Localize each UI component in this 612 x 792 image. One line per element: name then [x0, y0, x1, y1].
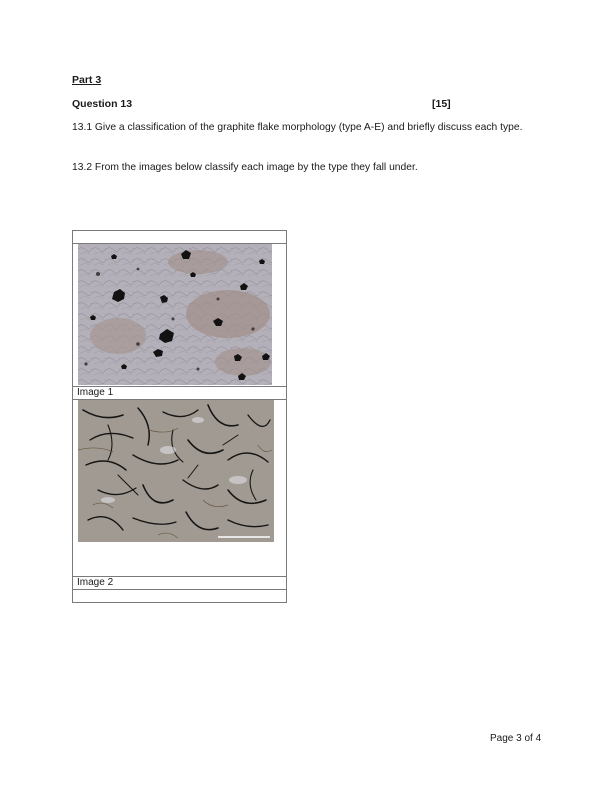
image-1-cell [73, 244, 287, 387]
question-title: Question 13 [72, 98, 133, 110]
micrograph-image-1 [78, 244, 272, 385]
part-heading: Part 3 [72, 74, 102, 86]
image-table [72, 230, 287, 603]
table-empty-row [73, 590, 287, 603]
image-2-caption: Image 2 [73, 577, 287, 590]
question-marks: [15] [432, 98, 451, 110]
question-item-2: 13.2 From the images below classify each image by the type they fall under. [72, 162, 418, 173]
table-empty-row [73, 231, 287, 244]
image-1-caption: Image 1 [73, 387, 287, 400]
question-item-1: 13.1 Give a classification of the graphite flake morphology (type A-E) and briefly discuss each type. [72, 122, 523, 133]
micrograph-image-2 [78, 400, 274, 542]
page-number: Page 3 of 4 [490, 733, 542, 744]
image-2-cell [73, 400, 287, 577]
